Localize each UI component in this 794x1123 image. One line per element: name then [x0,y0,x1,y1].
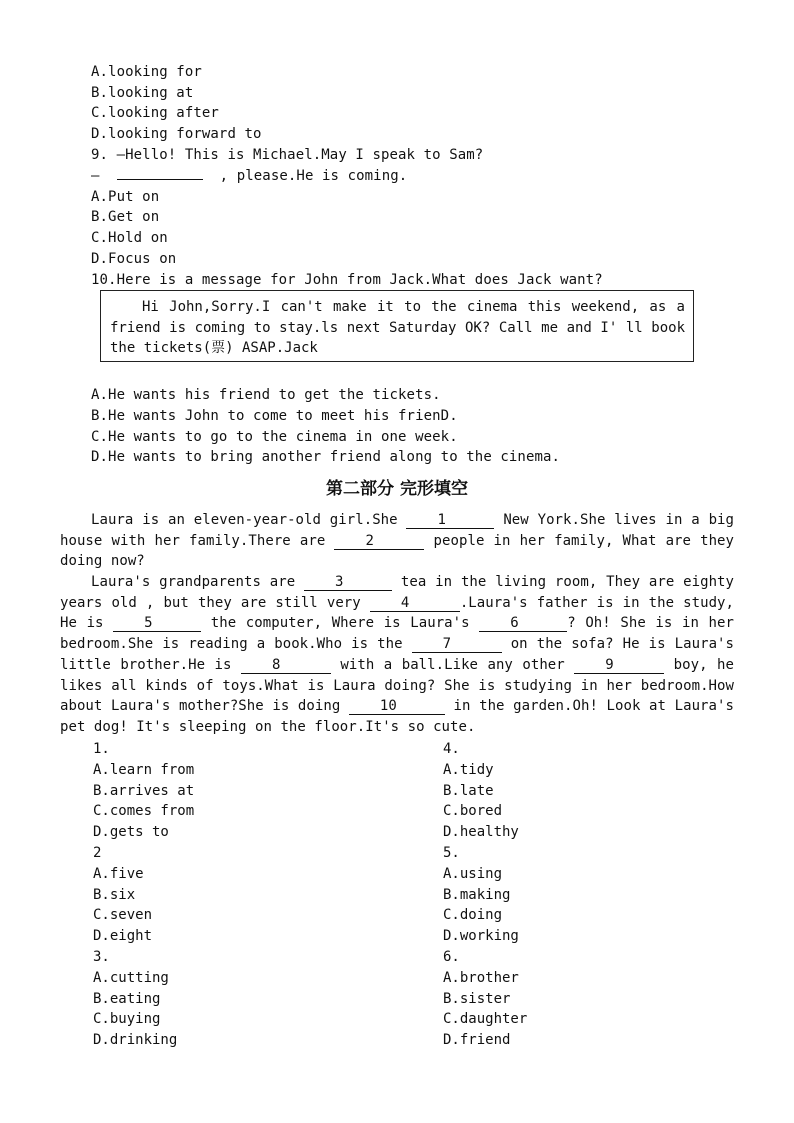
q10-option-d: D.He wants to bring another friend along to the cinema. [91,449,561,465]
cloze-blank-5[interactable]: 5 [113,615,201,632]
cloze-option[interactable]: B.six [93,886,136,903]
cloze-option[interactable]: D.gets to [93,824,169,841]
cloze-options-left [93,739,194,1051]
q10-option-a: A.He wants his friend to get the tickets. [91,387,441,403]
passage-paragraph-2 [60,572,734,738]
q9-option-b: B.Get on [91,209,160,225]
q9-option-d: D.Focus on [91,251,177,267]
cloze-option[interactable]: C.bored [443,803,503,820]
cloze-option[interactable]: B.sister [443,990,511,1007]
q8-option-d: D.looking forward to [91,126,262,142]
passage-text: the computer, Where is Laura's [210,615,470,632]
passage-text: ? Oh! She is in her bedroom.She is reading a book.Who is the [60,615,734,653]
cloze-blank-9[interactable]: 9 [574,657,664,674]
cloze-blank-6[interactable]: 6 [479,615,567,632]
cloze-option[interactable]: A.learn from [93,761,195,778]
q9-dash: — [91,168,100,184]
cloze-question-number: 4. [443,741,460,757]
cloze-options-right [443,739,527,1051]
passage-text: Laura is an eleven-year-old girl.She [91,512,398,528]
q10-question: 10.Here is a message for John from Jack.What does Jack want? [91,272,603,288]
cloze-blank-4[interactable]: 4 [370,595,460,612]
q9-reply [91,166,407,186]
passage-text: New York.She lives in a big house with her family.There are [60,512,735,549]
q8-option-a: A.looking for [91,64,202,80]
cloze-question-number: 3. [93,948,110,965]
cloze-question-number: 1. [93,741,110,757]
passage-text: on the sofa? He is Laura's little brother.He is [60,636,735,673]
passage-text: in the garden.Oh! Look at Laura's pet dog! It's sleeping on the floor.It's so cute. [60,698,734,735]
cloze-option[interactable]: C.comes from [93,803,195,820]
q8-option-c: C.looking after [91,105,219,121]
passage-text: boy, he likes all kinds of toys.What is Laura doing? She is studying in her bedroom.How about Laura's mother?She is doing [60,656,734,715]
cloze-question-number: 2 [93,844,102,861]
q10-message-box [100,290,694,362]
cloze-option[interactable]: D.working [443,928,519,945]
cloze-blank-1[interactable]: 1 [406,512,494,529]
passage-text: .Laura's father is in the study, He is [60,594,735,632]
q8-option-b: B.looking at [91,85,194,101]
cloze-option[interactable]: B.making [443,886,511,903]
cloze-option[interactable]: D.eight [93,928,153,945]
q9-question: 9. —Hello! This is Michael.May I speak to Sam? [91,147,484,163]
passage-text: Laura's grandparents are [91,574,296,590]
cloze-blank-8[interactable]: 8 [241,657,331,674]
q10-option-b: B.He wants John to come to meet his frienD. [91,408,458,424]
cloze-option[interactable]: C.doing [443,907,503,924]
cloze-option[interactable]: D.drinking [93,1032,178,1049]
cloze-option[interactable]: C.seven [93,907,153,924]
passage-text: tea in the living room, They are eighty years old , but they are still very [60,574,735,611]
q10-option-c: C.He wants to go to the cinema in one week. [91,429,458,445]
cloze-option[interactable]: A.brother [443,969,519,986]
section-title: 第二部分 完形填空 [326,479,468,499]
cloze-option[interactable]: A.tidy [443,761,494,778]
cloze-question-number: 5. [443,844,460,861]
q9-reply-text: , please.He is coming. [219,168,408,184]
cloze-blank-2[interactable]: 2 [334,533,424,550]
cloze-option[interactable]: C.daughter [443,1011,528,1028]
passage-paragraph-1 [60,510,734,572]
q10-message-text: Hi John,Sorry.I can't make it to the cinema this weekend, as a friend is coming to stay.ls next Saturday OK? Call me and I' ll book the tickets(票) ASAP.Jack [110,299,685,357]
passage-text: people in her family, What are they doing now? [60,532,735,570]
cloze-option[interactable]: A.using [443,865,503,882]
q9-blank[interactable] [117,179,203,180]
q9-option-c: C.Hold on [91,230,168,246]
passage-text: with a ball.Like any other [340,656,565,673]
cloze-blank-3[interactable]: 3 [304,574,392,591]
cloze-option[interactable]: A.cutting [93,969,169,986]
cloze-question-number: 6. [443,948,460,965]
cloze-option[interactable]: B.eating [93,990,161,1007]
cloze-option[interactable]: B.late [443,782,494,799]
cloze-option[interactable]: A.five [93,865,144,882]
cloze-option[interactable]: D.healthy [443,824,519,841]
cloze-blank-10[interactable]: 10 [349,698,445,715]
q9-option-a: A.Put on [91,189,160,205]
cloze-option[interactable]: D.friend [443,1032,511,1049]
cloze-option[interactable]: C.buying [93,1011,161,1028]
cloze-option[interactable]: B.arrives at [93,782,195,799]
cloze-blank-7[interactable]: 7 [412,636,502,653]
